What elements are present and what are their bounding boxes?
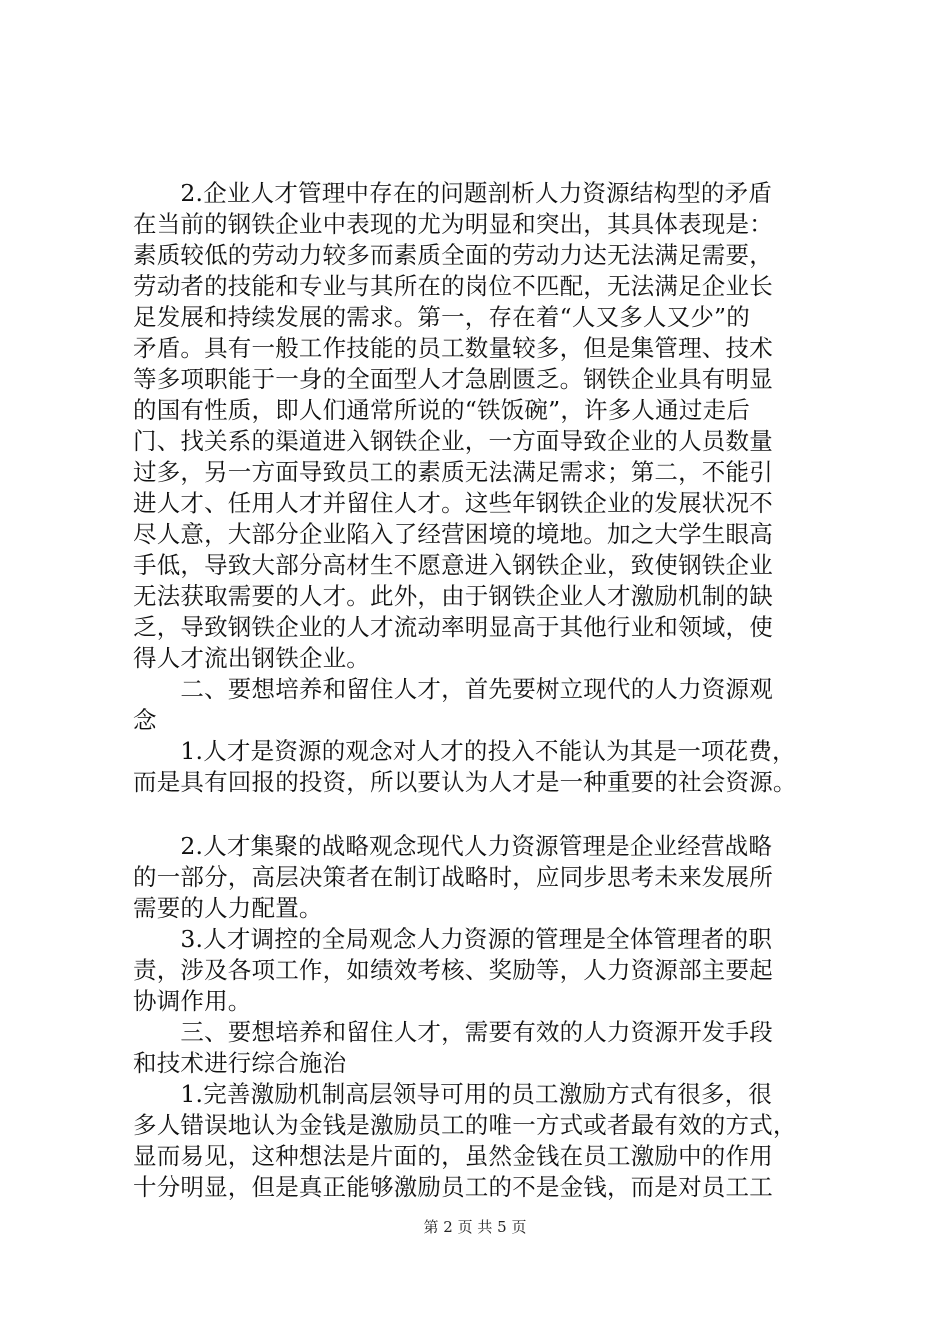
body-text-line: 等多项职能于一身的全面型人才急剧匮乏。钢铁企业具有明显 bbox=[133, 365, 773, 393]
body-text-line: 显而易见，这种想法是片面的，虽然金钱在员工激励中的作用 bbox=[133, 1142, 773, 1170]
body-text-line: 乏，导致钢铁企业的人才流动率明显高于其他行业和领域，使 bbox=[133, 613, 773, 641]
section-heading-line: 和技术进行综合施治 bbox=[133, 1049, 347, 1077]
body-text-line: 3.人才调控的全局观念人力资源的管理是全体管理者的职 bbox=[133, 925, 773, 953]
body-text-line: 尽人意，大部分企业陷入了经营困境的境地。加之大学生眼高 bbox=[133, 520, 773, 548]
body-text-line: 1.完善激励机制高层领导可用的员工激励方式有很多，很 bbox=[133, 1080, 773, 1108]
body-text-line: 在当前的钢铁企业中表现的尤为明显和突出，其具体表现是： bbox=[133, 210, 773, 238]
section-heading-line: 念 bbox=[133, 706, 157, 734]
body-text-line: 手低，导致大部分高材生不愿意进入钢铁企业，致使钢铁企业 bbox=[133, 551, 773, 579]
body-text-line: 进人才、任用人才并留住人才。这些年钢铁企业的发展状况不 bbox=[133, 489, 773, 517]
body-text-line: 无法获取需要的人才。此外，由于钢铁企业人才激励机制的缺 bbox=[133, 582, 773, 610]
body-text-line: 的一部分，高层决策者在制订战略时，应同步思考未来发展所 bbox=[133, 863, 773, 891]
section-heading-line: 二、要想培养和留住人才，首先要树立现代的人力资源观 bbox=[133, 675, 773, 703]
body-text-line: 门、找关系的渠道进入钢铁企业，一方面导致企业的人员数量 bbox=[133, 427, 773, 455]
body-text-line: 协调作用。 bbox=[133, 987, 252, 1015]
page-number-footer: 第 2 页 共 5 页 bbox=[423, 1218, 527, 1236]
body-text-line: 多人错误地认为金钱是激励员工的唯一方式或者最有效的方式， bbox=[133, 1111, 797, 1139]
body-text-line: 2.人才集聚的战略观念现代人力资源管理是企业经营战略 bbox=[133, 832, 773, 860]
body-text-line: 的国有性质，即人们通常所说的“铁饭碗”，许多人通过走后 bbox=[133, 396, 750, 424]
body-text-line: 需要的人力配置。 bbox=[133, 894, 323, 922]
body-text-line: 2.企业人才管理中存在的问题剖析人力资源结构型的矛盾 bbox=[133, 179, 773, 207]
body-text-line: 劳动者的技能和专业与其所在的岗位不匹配，无法满足企业长 bbox=[133, 272, 773, 300]
body-text-line: 责，涉及各项工作，如绩效考核、奖励等，人力资源部主要起 bbox=[133, 956, 773, 984]
body-text-line: 矛盾。具有一般工作技能的员工数量较多，但是集管理、技术 bbox=[133, 334, 773, 362]
section-heading-line: 三、要想培养和留住人才，需要有效的人力资源开发手段 bbox=[133, 1018, 773, 1046]
body-text-line: 十分明显，但是真正能够激励员工的不是金钱，而是对员工工 bbox=[133, 1173, 773, 1201]
body-text-line: 得人才流出钢铁企业。 bbox=[133, 644, 370, 672]
body-text-line: 过多，另一方面导致员工的素质无法满足需求；第二，不能引 bbox=[133, 458, 773, 486]
body-text-line: 而是具有回报的投资，所以要认为人才是一种重要的社会资源。 bbox=[133, 768, 797, 796]
body-text-line: 1.人才是资源的观念对人才的投入不能认为其是一项花费， bbox=[133, 737, 796, 765]
body-text-line: 足发展和持续发展的需求。第一，存在着“人又多人又少”的 bbox=[133, 303, 750, 331]
body-text-line: 素质较低的劳动力较多而素质全面的劳动力达无法满足需要， bbox=[133, 241, 773, 269]
